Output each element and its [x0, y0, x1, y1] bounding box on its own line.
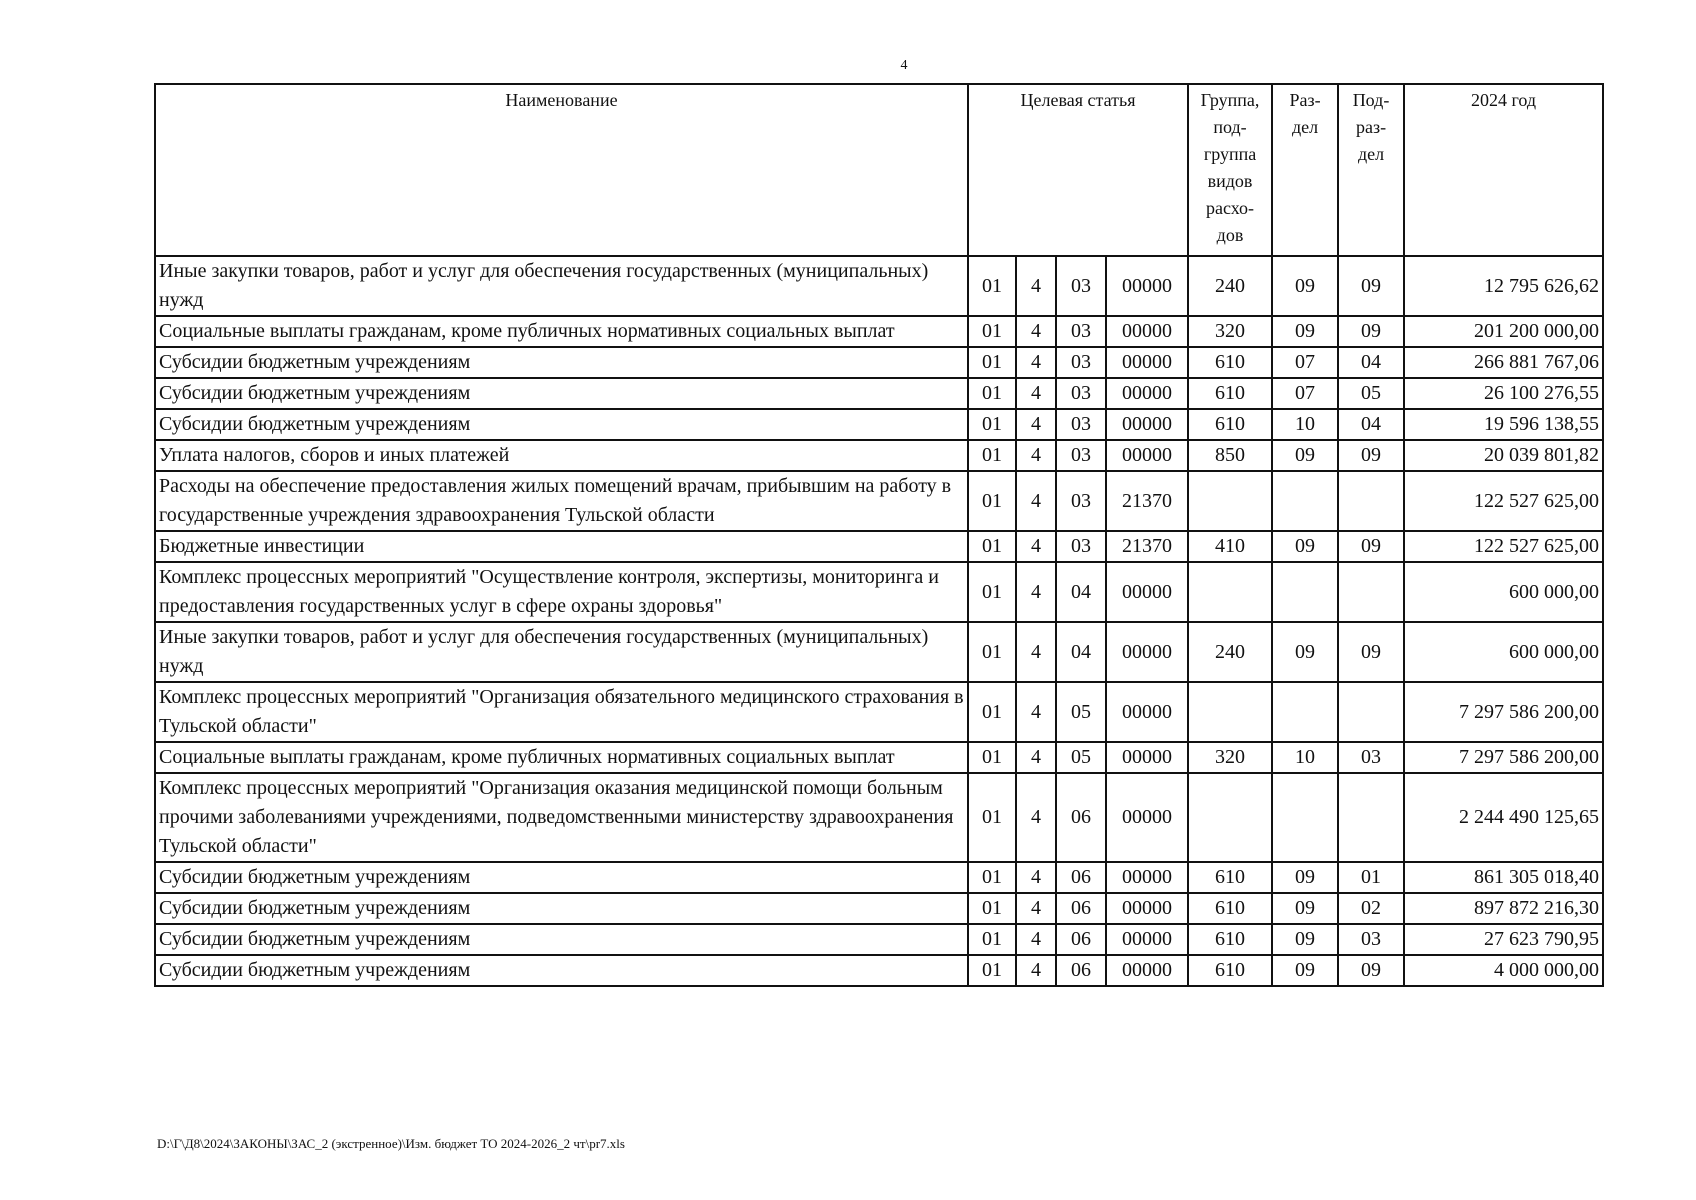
section-code: 10 [1272, 409, 1338, 440]
amount-2024: 2 244 490 125,65 [1404, 773, 1603, 862]
expense-group: 850 [1188, 440, 1272, 471]
amount-2024: 201 200 000,00 [1404, 316, 1603, 347]
table-row [155, 742, 1603, 773]
target-code-4: 00000 [1106, 440, 1188, 471]
row-name: Социальные выплаты гражданам, кроме публичных нормативных социальных выплат [155, 742, 968, 773]
target-code-2: 4 [1016, 622, 1056, 682]
subsection-code: 04 [1338, 347, 1404, 378]
expense-group: 610 [1188, 862, 1272, 893]
section-code [1272, 471, 1338, 531]
table-row [155, 773, 1603, 862]
target-code-4: 00000 [1106, 622, 1188, 682]
amount-2024: 7 297 586 200,00 [1404, 742, 1603, 773]
section-code: 07 [1272, 347, 1338, 378]
table-row [155, 256, 1603, 316]
budget-table [154, 83, 1604, 987]
expense-group: 320 [1188, 742, 1272, 773]
table-row [155, 622, 1603, 682]
header-target-article: Целевая статья [968, 84, 1188, 256]
row-name: Комплекс процессных мероприятий "Осуществление контроля, экспертизы, мониторинга и предоставления государственных услуг в сфере охраны здоровья" [155, 562, 968, 622]
target-code-3: 04 [1056, 622, 1106, 682]
amount-2024: 266 881 767,06 [1404, 347, 1603, 378]
section-code: 09 [1272, 622, 1338, 682]
expense-group: 410 [1188, 531, 1272, 562]
subsection-code: 09 [1338, 955, 1404, 986]
expense-group: 610 [1188, 924, 1272, 955]
amount-2024: 600 000,00 [1404, 622, 1603, 682]
amount-2024: 27 623 790,95 [1404, 924, 1603, 955]
table-body [155, 256, 1603, 986]
expense-group: 610 [1188, 955, 1272, 986]
expense-group: 610 [1188, 409, 1272, 440]
target-code-4: 21370 [1106, 531, 1188, 562]
section-code: 09 [1272, 531, 1338, 562]
target-code-1: 01 [968, 955, 1016, 986]
subsection-code [1338, 562, 1404, 622]
table-row [155, 862, 1603, 893]
table-row [155, 531, 1603, 562]
target-code-3: 06 [1056, 893, 1106, 924]
target-code-1: 01 [968, 682, 1016, 742]
subsection-code: 01 [1338, 862, 1404, 893]
expense-group [1188, 471, 1272, 531]
section-code: 09 [1272, 924, 1338, 955]
header-year: 2024 год [1404, 84, 1603, 256]
amount-2024: 600 000,00 [1404, 562, 1603, 622]
row-name: Субсидии бюджетным учреждениям [155, 893, 968, 924]
target-code-1: 01 [968, 316, 1016, 347]
row-name: Расходы на обеспечение предоставления жилых помещений врачам, прибывшим на работу в государственные учреждения здравоохранения Тульской области [155, 471, 968, 531]
table-row [155, 924, 1603, 955]
target-code-1: 01 [968, 742, 1016, 773]
target-code-2: 4 [1016, 378, 1056, 409]
amount-2024: 861 305 018,40 [1404, 862, 1603, 893]
subsection-code: 09 [1338, 440, 1404, 471]
subsection-code: 03 [1338, 742, 1404, 773]
target-code-3: 03 [1056, 378, 1106, 409]
target-code-4: 00000 [1106, 893, 1188, 924]
target-code-3: 06 [1056, 924, 1106, 955]
row-name: Субсидии бюджетным учреждениям [155, 955, 968, 986]
subsection-code: 09 [1338, 316, 1404, 347]
row-name: Бюджетные инвестиции [155, 531, 968, 562]
row-name: Иные закупки товаров, работ и услуг для обеспечения государственных (муниципальных) нужд [155, 622, 968, 682]
target-code-4: 00000 [1106, 409, 1188, 440]
target-code-2: 4 [1016, 409, 1056, 440]
target-code-1: 01 [968, 924, 1016, 955]
target-code-1: 01 [968, 256, 1016, 316]
row-name: Иные закупки товаров, работ и услуг для обеспечения государственных (муниципальных) нужд [155, 256, 968, 316]
target-code-4: 00000 [1106, 955, 1188, 986]
amount-2024: 12 795 626,62 [1404, 256, 1603, 316]
header-subsection: Под- раз- дел [1338, 84, 1404, 256]
target-code-3: 03 [1056, 347, 1106, 378]
amount-2024: 122 527 625,00 [1404, 471, 1603, 531]
section-code: 09 [1272, 316, 1338, 347]
amount-2024: 122 527 625,00 [1404, 531, 1603, 562]
target-code-2: 4 [1016, 893, 1056, 924]
target-code-3: 06 [1056, 862, 1106, 893]
table-header-row [155, 84, 1603, 256]
row-name: Социальные выплаты гражданам, кроме публичных нормативных социальных выплат [155, 316, 968, 347]
target-code-2: 4 [1016, 682, 1056, 742]
target-code-3: 03 [1056, 471, 1106, 531]
target-code-3: 03 [1056, 409, 1106, 440]
target-code-2: 4 [1016, 440, 1056, 471]
row-name: Комплекс процессных мероприятий "Организация оказания медицинской помощи больным прочими заболеваниями учреждениями, подведомственными министерству здравоохранения Тульской области" [155, 773, 968, 862]
header-group: Группа, под- группа видов расхо- дов [1188, 84, 1272, 256]
subsection-code: 05 [1338, 378, 1404, 409]
subsection-code: 04 [1338, 409, 1404, 440]
row-name: Субсидии бюджетным учреждениям [155, 409, 968, 440]
table-row [155, 378, 1603, 409]
amount-2024: 26 100 276,55 [1404, 378, 1603, 409]
target-code-2: 4 [1016, 531, 1056, 562]
target-code-3: 06 [1056, 955, 1106, 986]
target-code-3: 05 [1056, 682, 1106, 742]
amount-2024: 897 872 216,30 [1404, 893, 1603, 924]
target-code-1: 01 [968, 471, 1016, 531]
target-code-2: 4 [1016, 742, 1056, 773]
target-code-1: 01 [968, 409, 1016, 440]
page-number: 4 [900, 58, 908, 73]
section-code: 09 [1272, 893, 1338, 924]
target-code-2: 4 [1016, 955, 1056, 986]
section-code: 10 [1272, 742, 1338, 773]
target-code-3: 03 [1056, 531, 1106, 562]
expense-group: 240 [1188, 256, 1272, 316]
target-code-2: 4 [1016, 347, 1056, 378]
subsection-code: 09 [1338, 256, 1404, 316]
target-code-3: 05 [1056, 742, 1106, 773]
target-code-1: 01 [968, 862, 1016, 893]
target-code-3: 03 [1056, 440, 1106, 471]
section-code: 09 [1272, 955, 1338, 986]
target-code-4: 00000 [1106, 773, 1188, 862]
subsection-code: 03 [1338, 924, 1404, 955]
target-code-1: 01 [968, 773, 1016, 862]
target-code-1: 01 [968, 440, 1016, 471]
expense-group [1188, 773, 1272, 862]
section-code [1272, 682, 1338, 742]
row-name: Субсидии бюджетным учреждениям [155, 862, 968, 893]
section-code: 07 [1272, 378, 1338, 409]
target-code-2: 4 [1016, 471, 1056, 531]
row-name: Субсидии бюджетным учреждениям [155, 347, 968, 378]
row-name: Уплата налогов, сборов и иных платежей [155, 440, 968, 471]
amount-2024: 4 000 000,00 [1404, 955, 1603, 986]
expense-group: 320 [1188, 316, 1272, 347]
target-code-4: 00000 [1106, 742, 1188, 773]
table-row [155, 893, 1603, 924]
table-row [155, 409, 1603, 440]
section-code: 09 [1272, 440, 1338, 471]
target-code-1: 01 [968, 531, 1016, 562]
target-code-4: 00000 [1106, 378, 1188, 409]
target-code-1: 01 [968, 378, 1016, 409]
expense-group: 610 [1188, 378, 1272, 409]
target-code-1: 01 [968, 347, 1016, 378]
target-code-4: 00000 [1106, 316, 1188, 347]
file-path-footer: D:\Г\Д8\2024\ЗАКОНЫ\ЗАС_2 (экстренное)\Изм. бюджет ТО 2024-2026_2 чт\pr7.xls [157, 1136, 625, 1151]
subsection-code [1338, 773, 1404, 862]
target-code-1: 01 [968, 622, 1016, 682]
target-code-3: 03 [1056, 256, 1106, 316]
target-code-4: 00000 [1106, 347, 1188, 378]
expense-group [1188, 562, 1272, 622]
table-row [155, 440, 1603, 471]
target-code-1: 01 [968, 562, 1016, 622]
amount-2024: 20 039 801,82 [1404, 440, 1603, 471]
subsection-code [1338, 471, 1404, 531]
amount-2024: 7 297 586 200,00 [1404, 682, 1603, 742]
target-code-2: 4 [1016, 773, 1056, 862]
target-code-4: 00000 [1106, 924, 1188, 955]
table-row [155, 471, 1603, 531]
target-code-4: 00000 [1106, 862, 1188, 893]
target-code-4: 00000 [1106, 682, 1188, 742]
table-row [155, 682, 1603, 742]
row-name: Комплекс процессных мероприятий "Организация обязательного медицинского страхования в Тульской области" [155, 682, 968, 742]
expense-group: 240 [1188, 622, 1272, 682]
target-code-4: 21370 [1106, 471, 1188, 531]
table-row [155, 347, 1603, 378]
section-code: 09 [1272, 256, 1338, 316]
target-code-2: 4 [1016, 862, 1056, 893]
expense-group: 610 [1188, 893, 1272, 924]
target-code-2: 4 [1016, 924, 1056, 955]
target-code-2: 4 [1016, 316, 1056, 347]
header-name: Наименование [155, 84, 968, 256]
expense-group: 610 [1188, 347, 1272, 378]
subsection-code: 09 [1338, 531, 1404, 562]
section-code [1272, 773, 1338, 862]
subsection-code: 02 [1338, 893, 1404, 924]
target-code-3: 04 [1056, 562, 1106, 622]
target-code-1: 01 [968, 893, 1016, 924]
subsection-code: 09 [1338, 622, 1404, 682]
row-name: Субсидии бюджетным учреждениям [155, 378, 968, 409]
table-row [155, 316, 1603, 347]
section-code [1272, 562, 1338, 622]
row-name: Субсидии бюджетным учреждениям [155, 924, 968, 955]
expense-group [1188, 682, 1272, 742]
target-code-3: 06 [1056, 773, 1106, 862]
table-row [155, 955, 1603, 986]
target-code-3: 03 [1056, 316, 1106, 347]
target-code-2: 4 [1016, 562, 1056, 622]
amount-2024: 19 596 138,55 [1404, 409, 1603, 440]
target-code-4: 00000 [1106, 562, 1188, 622]
subsection-code [1338, 682, 1404, 742]
target-code-4: 00000 [1106, 256, 1188, 316]
table-row [155, 562, 1603, 622]
target-code-2: 4 [1016, 256, 1056, 316]
header-section: Раз- дел [1272, 84, 1338, 256]
section-code: 09 [1272, 862, 1338, 893]
